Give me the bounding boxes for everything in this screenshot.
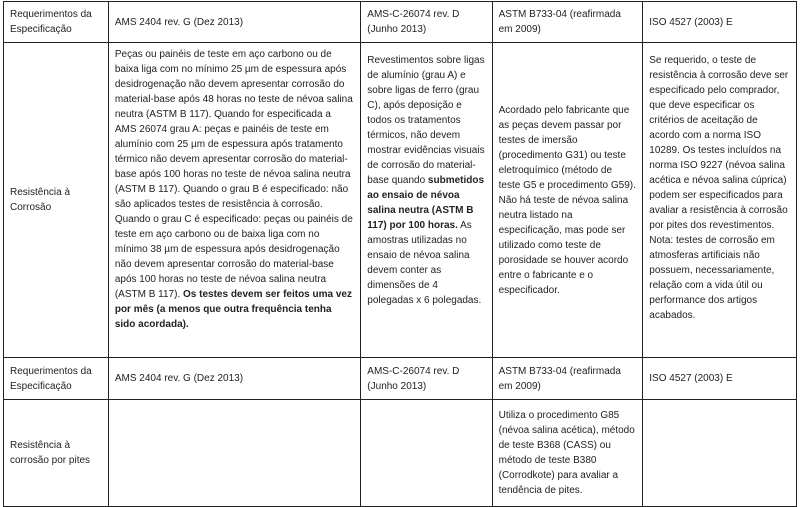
header-iso-4527: ISO 4527 (2003) E — [643, 2, 797, 43]
ams-2404-corrosion-text: Peças ou painéis de teste em aço carbono ou de baixa liga com no mínimo 25 µm de espessura após desidrogenação não devem apresentar corrosão do material-base após 48 horas no teste de névoa salina neutra (ASTM B 117). Quando for especificada a AMS 26074 grau A: peças e painéis de teste em alumínio com 25 µm de espessura após tratamento térmico não devem apresentar corrosão do material-base após 100 horas no teste de névoa salina neutra (ASTM B 117). Quando o grau B é especificado: não são aplicados testes de resistência à corrosão. Quando o grau C é especificado: peças ou painéis de teste em aço carbono ou de baixa liga com no mínimo 38 µm de espessura após desidrogenação não devem apresentar corrosão do material-base após 100 horas no teste de névoa salina neutra (ASTM B 117). — [114, 49, 353, 300]
row-label-corrosion: Resistência à Corrosão — [4, 43, 109, 358]
header-ams-2404: AMS 2404 rev. G (Dez 2013) — [108, 2, 360, 43]
corrosion-resistance-row — [4, 43, 797, 358]
header-ams-c-26074: AMS-C-26074 rev. D (Junho 2013) — [361, 2, 492, 43]
cell-ams-c-26074-corrosion — [361, 43, 492, 358]
header-row — [4, 2, 797, 43]
cell-ams-c-26074-pitting — [361, 400, 492, 507]
header-iso-4527-repeat: ISO 4527 (2003) E — [643, 358, 797, 400]
header-ams-2404-repeat: AMS 2404 rev. G (Dez 2013) — [108, 358, 360, 400]
header-requirements: Requerimentos da Especificação — [4, 2, 109, 43]
ams-26074-corrosion-bold: submetidos ao ensaio de névoa salina neutra (ASTM B 117) por 100 horas. — [367, 175, 485, 231]
cell-ams-2404-corrosion — [108, 43, 360, 358]
cell-ams-2404-pitting — [108, 400, 360, 507]
ams-26074-corrosion-text2: As amostras utilizadas no ensaio de névoa salina devem conter as dimensões de 4 polegadas x 6 polegadas. — [367, 220, 482, 306]
header-ams-c-26074-repeat: AMS-C-26074 rev. D (Junho 2013) — [361, 358, 492, 400]
header-row-repeat — [4, 358, 797, 400]
cell-astm-pitting: Utiliza o procedimento G85 (névoa salina acética), método de teste B368 (CASS) ou método de teste B380 (Corrodkote) para avaliar a tendência de pites. — [492, 400, 643, 507]
row-label-pitting: Resistência à corrosão por pites — [4, 400, 109, 507]
cell-iso-pitting — [643, 400, 797, 507]
ams-2404-corrosion-bold: Os testes devem ser feitos uma vez por mês (a menos que outra frequência tenha sido acordada). — [114, 289, 352, 330]
specification-comparison-table — [3, 1, 797, 507]
header-astm-b733: ASTM B733-04 (reafirmada em 2009) — [492, 2, 643, 43]
ams-26074-corrosion-text1: Revestimentos sobre ligas de alumínio (grau A) e sobre ligas de ferro (grau C), após deposição e todos os tratamentos térmicos, não devem mostrar evidências visuais de corrosão do material-base quando — [367, 55, 485, 186]
cell-iso-corrosion: Se requerido, o teste de resistência à corrosão deve ser especificado pelo comprador, que deve especificar os critérios de aceitação de acordo com a norma ISO 10289. Os testes incluídos na norma ISO 9227 (névoa salina acética e névoa salina cúprica) podem ser especificados para avaliar a resistência à corrosão por pites dos revestimentos. Nota: testes de corrosão em atmosferas artificiais não possuem, necessariamente, relação com a vida útil ou performance dos artigos acabados. — [643, 43, 797, 358]
header-astm-b733-repeat: ASTM B733-04 (reafirmada em 2009) — [492, 358, 643, 400]
cell-astm-corrosion: Acordado pelo fabricante que as peças devem passar por testes de imersão (procedimento G31) ou teste eletroquímico (método de teste G5 e procedimento G59). Não há teste de névoa salina neutra listado na especificação, mas pode ser utilizado como teste de porosidade se houver acordo entre o fabricante e o especificador. — [492, 43, 643, 358]
pitting-resistance-row — [4, 400, 797, 507]
header-requirements-repeat: Requerimentos da Especificação — [4, 358, 109, 400]
